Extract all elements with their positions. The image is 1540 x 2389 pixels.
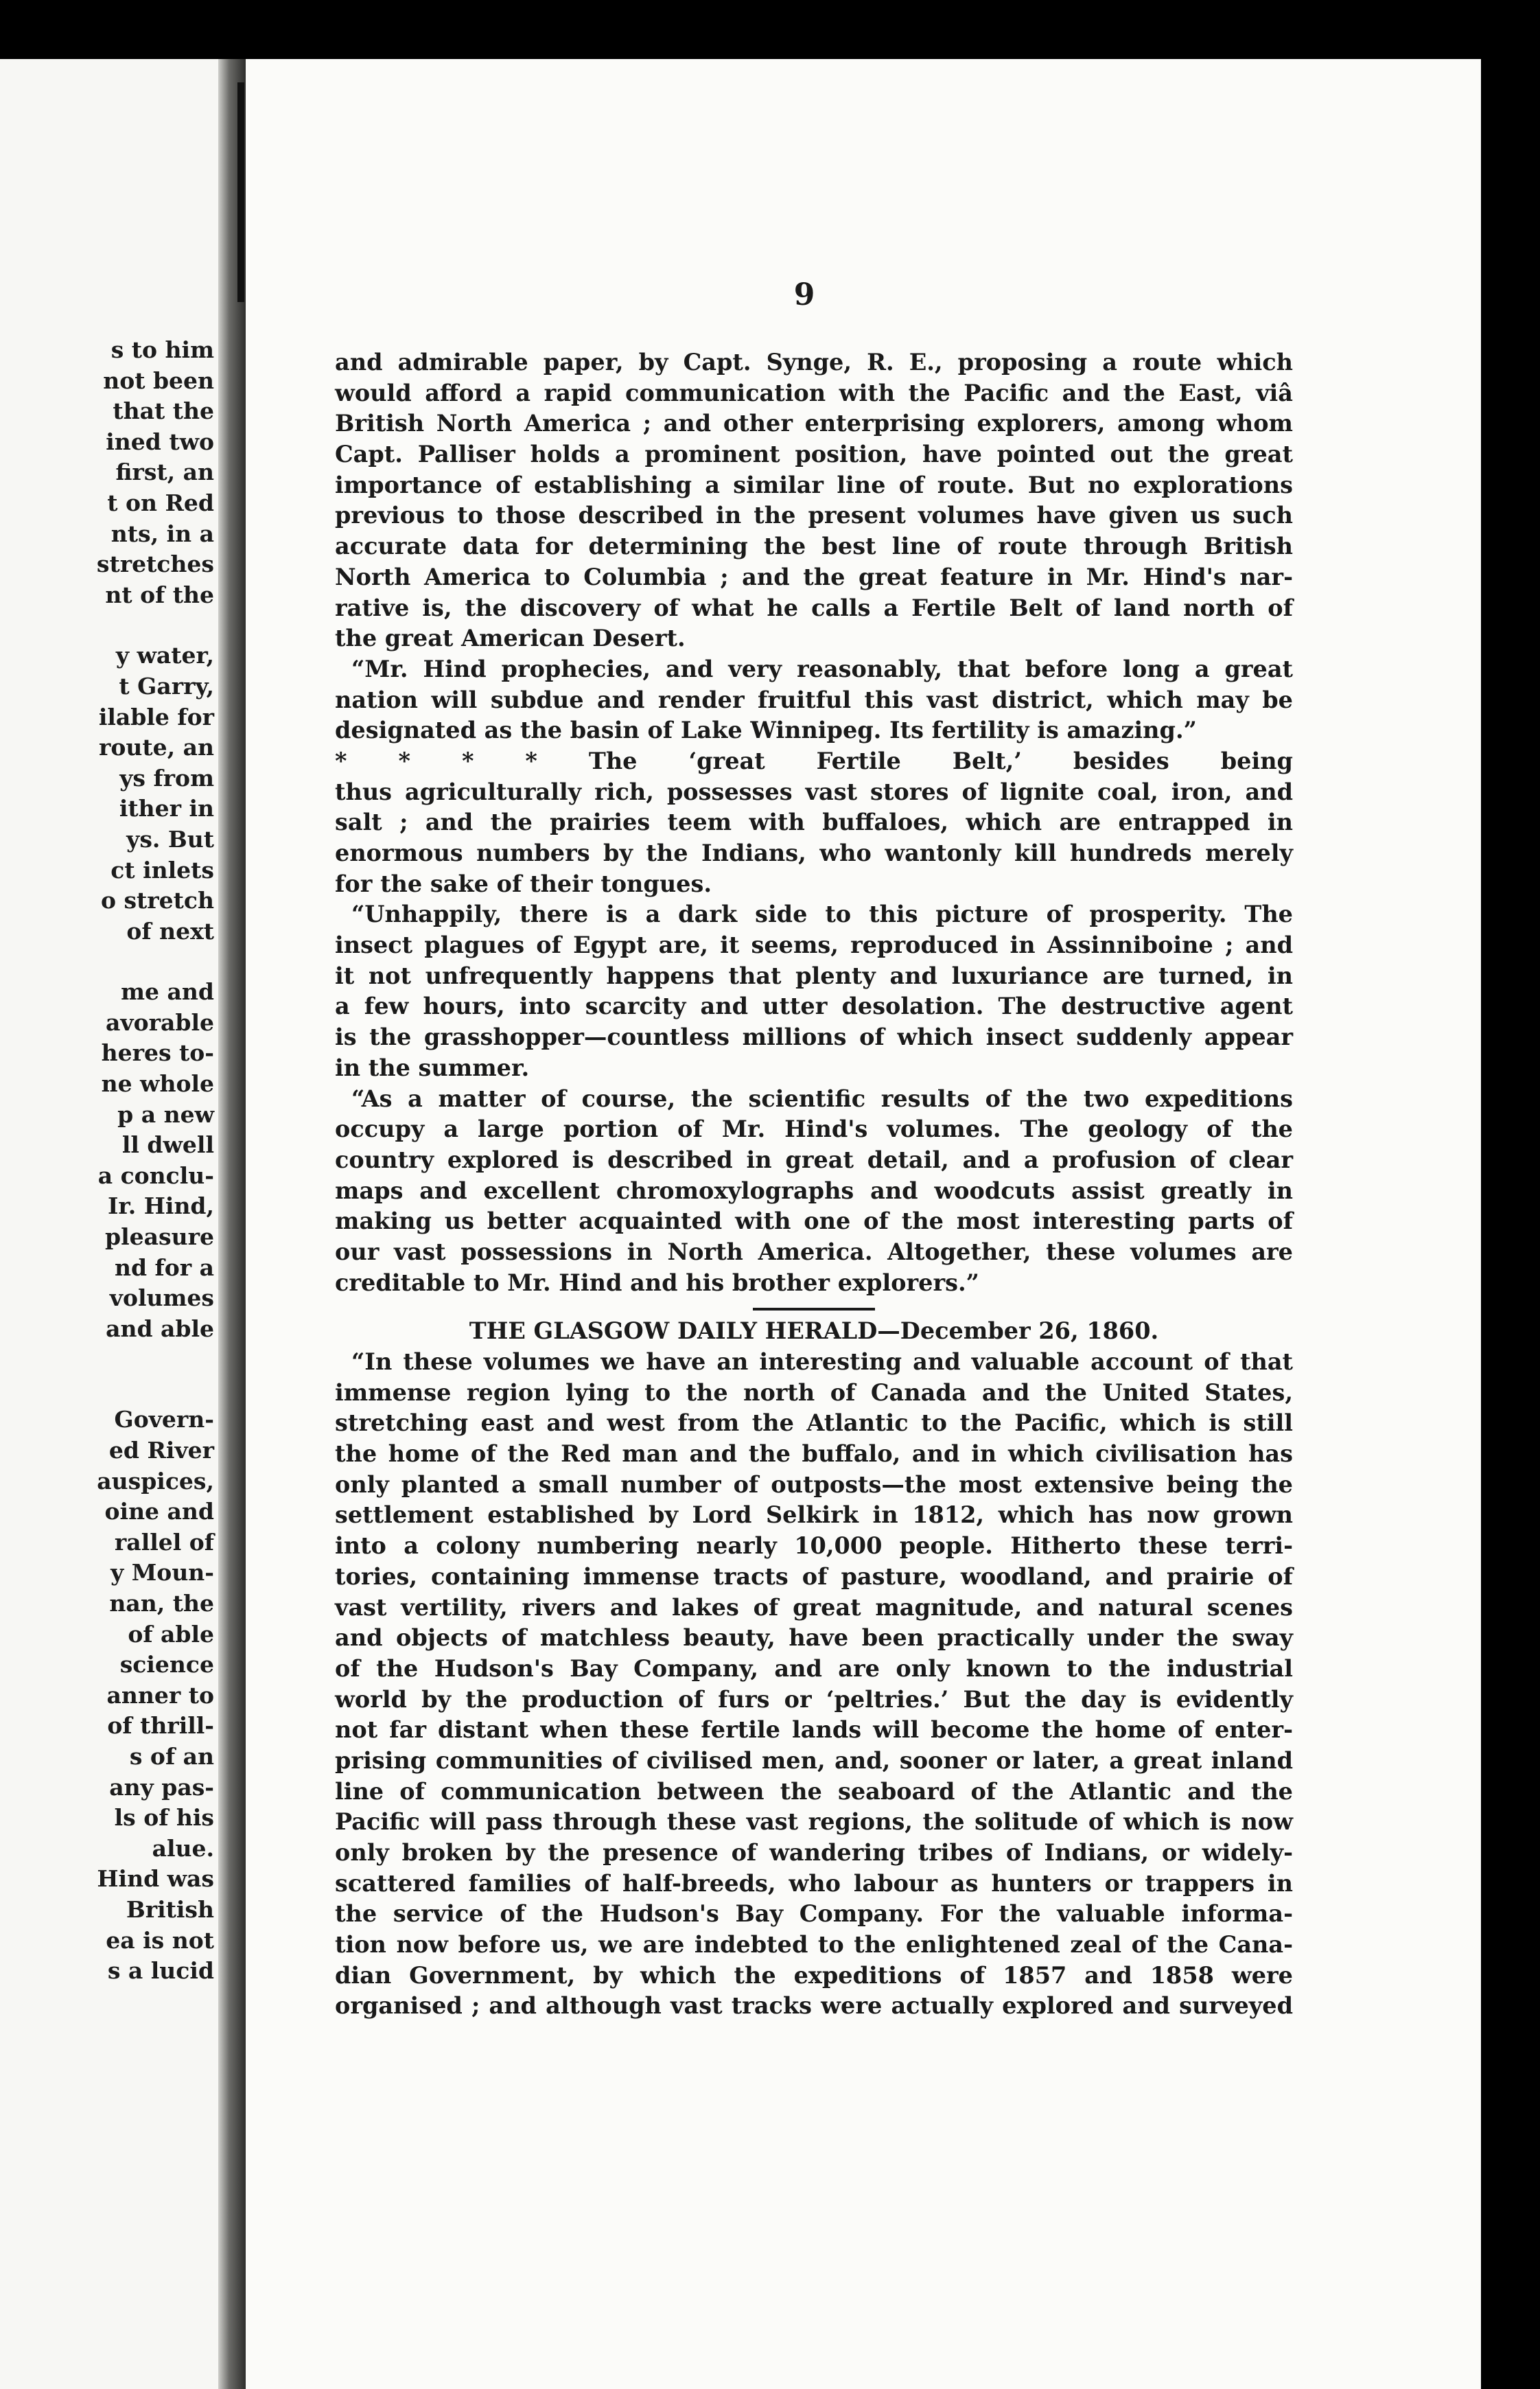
left-fragment-line: of thrill- (107, 1712, 214, 1740)
text-line: thus agriculturally rich, possesses vast stores of lignite coal, iron, and (335, 778, 1293, 805)
left-fragment-line: rallel of (114, 1528, 214, 1556)
text-line: is the grasshopper—countless millions of which insect suddenly appear (335, 1024, 1293, 1051)
left-fragment-line: stretches (96, 551, 214, 578)
text-line: only broken by the presence of wandering tribes of Indians, or widely- (335, 1839, 1293, 1866)
left-fragment-line: p a new (117, 1100, 214, 1128)
left-fragment-line: s to him (110, 336, 214, 363)
text-line: organised ; and although vast tracks were actually explored and surveyed (335, 1992, 1293, 2020)
left-fragment-line: nan, the (109, 1589, 214, 1617)
text-line: rative is, the discovery of what he calls a Fertile Belt of land north of (335, 594, 1293, 621)
text-line: into a colony numbering nearly 10,000 people. Hitherto these terri- (335, 1532, 1293, 1560)
left-fragment-line: not been (103, 367, 214, 394)
left-fragment-line: pleasure (105, 1223, 214, 1251)
left-fragment-line: ed River (108, 1437, 214, 1464)
left-fragment-line: s of an (129, 1742, 214, 1770)
text-line: insect plagues of Egypt are, it seems, reproduced in Assinniboine ; and (335, 932, 1293, 959)
text-line: creditable to Mr. Hind and his brother explorers.” (335, 1269, 979, 1296)
left-fragment-line: avorable (106, 1008, 214, 1036)
left-fragment-line: y water, (115, 642, 214, 669)
left-fragment-line: that the (113, 397, 214, 425)
left-fragment-line: a conclu- (97, 1162, 214, 1189)
spine-shadow (237, 82, 244, 302)
text-line: a few hours, into scarcity and utter desolation. The destructive agent (335, 993, 1293, 1020)
text-line: tories, containing immense tracts of pasture, woodland, and prairie of (335, 1562, 1293, 1590)
herald-heading: THE GLASGOW DAILY HERALD—December 26, 1860. (469, 1317, 1159, 1345)
left-fragment-line: nt of the (105, 581, 214, 608)
text-line: Capt. Palliser holds a prominent position, have pointed out the great (335, 441, 1293, 468)
left-fragment-line: of next (126, 917, 214, 945)
left-page-text-fragment (0, 335, 214, 1987)
left-fragment-line: Govern- (114, 1406, 214, 1433)
text-line: of the Hudson's Bay Company, and are only known to the industrial (335, 1654, 1293, 1682)
left-fragment-line: first, an (115, 459, 214, 486)
left-fragment-line: o stretch (100, 887, 214, 914)
text-line: stretching east and west from the Atlantic to the Pacific, which is still (335, 1409, 1293, 1437)
text-line: Pacific will pass through these vast regions, the solitude of which is now (335, 1808, 1293, 1836)
left-fragment-line: ined two (106, 428, 214, 455)
text-line: in the summer. (335, 1054, 530, 1081)
text-line: making us better acquainted with one of the most interesting parts of (335, 1208, 1293, 1235)
page-text-column (335, 347, 1293, 2022)
text-line: immense region lying to the north of Canada and the United States, (335, 1378, 1293, 1406)
left-fragment-line (0, 947, 214, 977)
left-fragment-line: ne whole (101, 1070, 214, 1098)
left-fragment-line: nd for a (114, 1254, 214, 1281)
left-fragment-line (0, 1344, 214, 1374)
herald-quotation (335, 1347, 1293, 2022)
left-page (0, 59, 218, 2389)
text-line: only planted a small number of outposts—the most extensive being the (335, 1470, 1293, 1498)
left-fragment-line: volumes (109, 1284, 214, 1312)
text-line: the great American Desert. (335, 625, 686, 652)
text-line: the service of the Hudson's Bay Company. For the valuable informa- (335, 1900, 1293, 1928)
left-fragment-line: any pas- (109, 1773, 214, 1801)
text-line: for the sake of their tongues. (335, 870, 712, 897)
text-line: “Mr. Hind prophecies, and very reasonably, that before long a great (351, 655, 1293, 682)
left-fragment-line: British (126, 1895, 214, 1923)
left-fragment-line: heres to- (101, 1039, 214, 1067)
text-line: importance of establishing a similar line of route. But no explorations (335, 471, 1293, 498)
text-line: “In these volumes we have an interesting and valuable account of that (351, 1348, 1293, 1375)
text-line: designated as the basin of Lake Winnipeg. Its fertility is amazing.” (335, 717, 1197, 744)
text-line: nation will subdue and render fruitful this vast district, which may be (335, 686, 1293, 713)
text-line: line of communication between the seaboard of the Atlantic and the (335, 1777, 1293, 1805)
text-line: tion now before us, we are indebted to the enlightened zeal of the Cana- (335, 1931, 1293, 1959)
text-line: vast vertility, rivers and lakes of great magnitude, and natural scenes (335, 1593, 1293, 1621)
left-fragment-line: s a lucid (107, 1957, 214, 1985)
text-line: prising communities of civilised men, and, sooner or later, a great inland (335, 1746, 1293, 1774)
section-divider (753, 1308, 875, 1311)
text-line: salt ; and the prairies teem with buffaloes, which are entrapped in (335, 809, 1293, 836)
left-fragment-line: y Moun- (110, 1559, 214, 1586)
left-fragment-line: ys. But (126, 825, 214, 853)
text-line: North America to Columbia ; and the great feature in Mr. Hind's nar- (335, 563, 1293, 590)
text-line: would afford a rapid communication with the Pacific and the East, viâ (335, 379, 1293, 406)
text-line: accurate data for determining the best line of route through British (335, 533, 1293, 560)
left-fragment-line: me and (121, 978, 214, 1006)
text-line: the home of the Red man and the buffalo, and in which civilisation has (335, 1440, 1293, 1468)
text-line: country explored is described in great detail, and a profusion of clear (335, 1146, 1293, 1173)
left-fragment-line: oine and (104, 1498, 214, 1525)
left-fragment-line: auspices, (97, 1467, 214, 1494)
left-fragment-line: Ir. Hind, (107, 1192, 214, 1220)
left-fragment-line: ys from (119, 764, 214, 792)
left-fragment-line (0, 610, 214, 640)
text-line: * * * * The ‘great Fertile Belt,’ besides being (335, 747, 1293, 774)
text-line: occupy a large portion of Mr. Hind's volumes. The geology of the (335, 1116, 1293, 1143)
text-line: British North America ; and other enterprising explorers, among whom (335, 410, 1293, 437)
left-fragment-line: Hind was (97, 1865, 214, 1893)
text-line: and objects of matchless beauty, have been practically under the sway (335, 1624, 1293, 1652)
text-line: dian Government, by which the expeditions of 1857 and 1858 were (335, 1961, 1293, 1989)
left-fragment-line: t Garry, (119, 672, 214, 700)
left-fragment-line: ct inlets (110, 856, 214, 884)
left-fragment-line: ilable for (98, 703, 214, 730)
left-fragment-line (0, 1374, 214, 1405)
text-line: our vast possessions in North America. Altogether, these volumes are (335, 1238, 1293, 1265)
text-line: “As a matter of course, the scientific results of the two expeditions (351, 1085, 1293, 1112)
left-fragment-line: alue. (152, 1834, 214, 1862)
text-line: scattered families of half-breeds, who labour as hunters or trappers in (335, 1869, 1293, 1897)
left-fragment-line: science (119, 1651, 214, 1678)
left-fragment-line: ll dwell (121, 1131, 214, 1159)
text-line: “Unhappily, there is a dark side to this picture of prosperity. The (351, 901, 1293, 928)
text-line: not far distant when these fertile lands will become the home of enter- (335, 1716, 1293, 1744)
text-line: settlement established by Lord Selkirk in 1812, which has now grown (335, 1501, 1293, 1529)
left-fragment-line: and able (106, 1315, 214, 1342)
text-line: previous to those described in the present volumes have given us such (335, 502, 1293, 529)
review-quotation (335, 347, 1293, 1298)
text-line: world by the production of furs or ‘peltries.’ But the day is evidently (335, 1685, 1293, 1713)
left-fragment-line: t on Red (107, 489, 214, 516)
left-fragment-line: of able (128, 1620, 214, 1648)
text-line: enormous numbers by the Indians, who wantonly kill hundreds merely (335, 840, 1293, 866)
left-fragment-line: anner to (106, 1681, 214, 1709)
left-fragment-line: ls of his (114, 1804, 214, 1832)
left-fragment-line: ea is not (106, 1926, 214, 1954)
page-number: 9 (793, 277, 815, 312)
text-line: maps and excellent chromoxylographs and woodcuts assist greatly in (335, 1177, 1293, 1204)
text-line: it not unfrequently happens that plenty and luxuriance are turned, in (335, 962, 1293, 989)
left-fragment-line: route, an (99, 734, 214, 761)
text-line: and admirable paper, by Capt. Synge, R. E., proposing a route which (335, 349, 1293, 376)
left-fragment-line: ither in (119, 795, 214, 822)
book-gutter (218, 59, 246, 2389)
left-fragment-line: nts, in a (110, 520, 214, 547)
